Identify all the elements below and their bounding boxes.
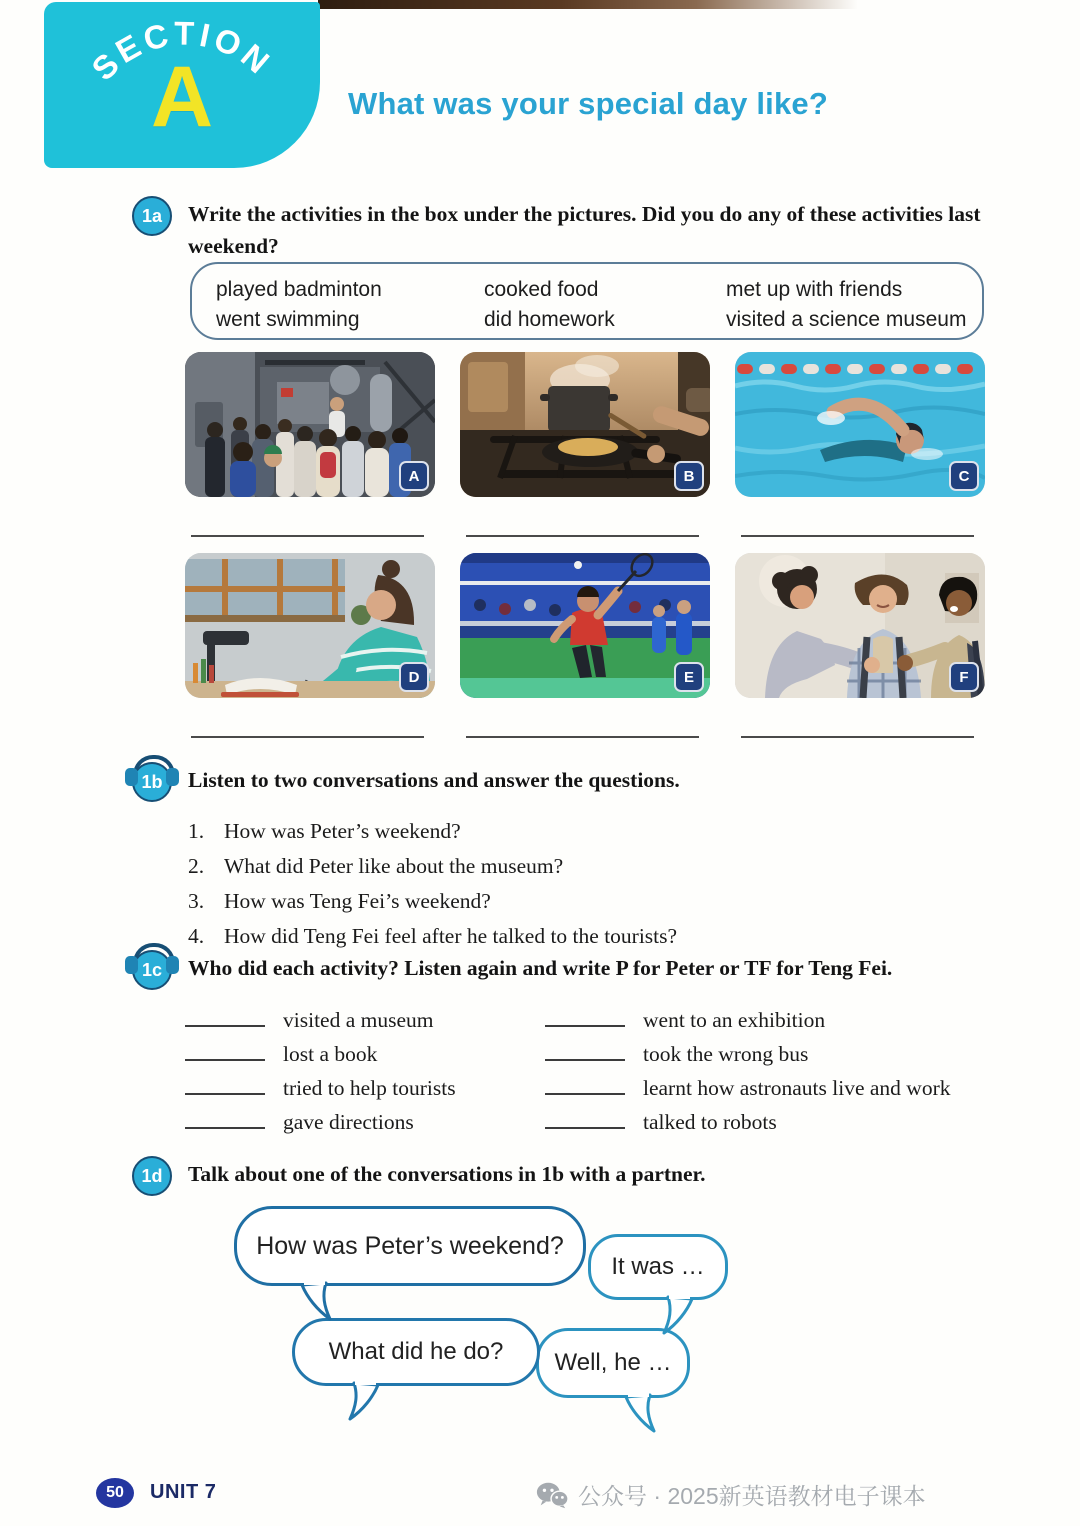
activity-1b <box>130 760 1030 954</box>
answer-line <box>741 736 974 738</box>
activity-1a-badge <box>130 194 176 236</box>
photo-cooking <box>460 352 710 497</box>
matching-row <box>545 1076 1070 1110</box>
activity-item: gave directions <box>283 1110 414 1134</box>
question-text: How was Teng Fei’s weekend? <box>224 889 491 913</box>
question-row <box>188 849 1030 884</box>
write-in-blank <box>545 1009 625 1027</box>
word-box-column-3 <box>726 275 972 338</box>
activity-item: lost a book <box>283 1042 378 1066</box>
activity-item: visited a museum <box>283 1008 434 1032</box>
section-badge <box>44 2 320 168</box>
write-in-blank <box>545 1111 625 1129</box>
photo-label: F <box>949 662 979 692</box>
speech-tail <box>296 1280 332 1327</box>
question-row <box>188 814 1030 849</box>
answer-line <box>466 736 699 738</box>
word-box-item: did homework <box>484 308 615 332</box>
activity-1d <box>130 1154 1010 1196</box>
picture-cell-b <box>460 352 710 553</box>
speech-bubble-2: It was … <box>588 1234 728 1300</box>
word-box-item: met up with friends <box>726 278 903 301</box>
answer-line <box>466 535 699 537</box>
activity-word-box <box>190 262 984 340</box>
speech-bubble-3: What did he do? <box>292 1318 540 1386</box>
write-in-blank <box>545 1043 625 1061</box>
wechat-icon <box>535 1480 569 1510</box>
write-in-blank <box>185 1043 265 1061</box>
photo-friends <box>735 553 985 698</box>
photo-swimming <box>735 352 985 497</box>
activity-item: went to an exhibition <box>643 1008 826 1032</box>
photo-label: C <box>949 461 979 491</box>
word-box-column-2 <box>484 275 726 338</box>
watermark-text: 公众号 · 2025新英语教材电子课本 <box>578 1483 926 1509</box>
question-text: What did Peter like about the museum? <box>224 854 564 878</box>
picture-cell-d <box>185 553 435 754</box>
picture-cell-a <box>185 352 435 553</box>
speech-bubble-4: Well, he … <box>536 1328 690 1398</box>
badge-number: 1b <box>132 762 172 802</box>
activity-1d-badge <box>130 1154 176 1196</box>
photo-homework <box>185 553 435 698</box>
unit-label: UNIT 7 <box>150 1481 217 1503</box>
scan-edge-artifact <box>318 0 858 9</box>
section-letter: A <box>150 49 214 145</box>
word-box-item: visited a science museum <box>726 308 967 332</box>
badge-number: 1d <box>132 1156 172 1196</box>
page-number-badge: 50 <box>96 1478 134 1508</box>
matching-list <box>185 1008 1070 1144</box>
answer-line <box>191 535 424 537</box>
question-number: 2. <box>188 854 205 878</box>
photo-badminton <box>460 553 710 698</box>
headphones-icon <box>125 956 138 974</box>
activity-1b-badge <box>130 760 176 802</box>
headphones-icon <box>166 956 179 974</box>
activity-1c <box>130 948 1070 1144</box>
dialogue-bubbles <box>230 1198 800 1460</box>
answer-line <box>191 736 424 738</box>
activity-item: talked to robots <box>643 1110 777 1134</box>
photo-label: B <box>674 461 704 491</box>
matching-row <box>545 1008 1070 1042</box>
question-text: How was Peter’s weekend? <box>224 819 461 843</box>
activity-item: tried to help tourists <box>283 1076 456 1100</box>
speech-bubble-1: How was Peter’s weekend? <box>234 1206 586 1286</box>
word-box-item: cooked food <box>484 278 599 301</box>
activity-1c-instruction: Who did each activity? Listen again and write P for Peter or TF for Teng Fei. <box>188 956 893 980</box>
watermark <box>535 1478 926 1511</box>
matching-row <box>545 1110 1070 1144</box>
matching-column-left <box>185 1008 545 1144</box>
picture-cell-e <box>460 553 710 754</box>
question-row <box>188 884 1030 919</box>
activity-1c-badge <box>130 948 176 990</box>
picture-cell-f <box>735 553 985 754</box>
headphones-icon <box>166 768 179 786</box>
word-box-item: played badminton <box>216 278 382 301</box>
matching-row <box>185 1076 545 1110</box>
write-in-blank <box>185 1009 265 1027</box>
matching-column-right <box>545 1008 1070 1144</box>
activity-1a <box>130 194 1010 263</box>
badge-number: 1a <box>132 196 172 236</box>
page-footer <box>0 1474 1080 1518</box>
activity-1b-instruction: Listen to two conversations and answer the questions. <box>188 768 680 792</box>
question-text: How did Teng Fei feel after he talked to the tourists? <box>224 924 678 948</box>
speech-tail <box>620 1392 656 1439</box>
speech-tail <box>662 1294 698 1341</box>
photo-label: A <box>399 461 429 491</box>
headphones-icon <box>125 768 138 786</box>
activity-item: took the wrong bus <box>643 1042 809 1066</box>
write-in-blank <box>185 1077 265 1095</box>
svg-text:SECTION: SECTION <box>84 14 280 88</box>
matching-row <box>185 1008 545 1042</box>
picture-cell-c <box>735 352 985 553</box>
question-number: 3. <box>188 889 205 913</box>
question-list <box>188 814 1030 954</box>
question-number: 4. <box>188 924 205 948</box>
matching-row <box>185 1110 545 1144</box>
photo-museum-tour <box>185 352 435 497</box>
question-number: 1. <box>188 819 205 843</box>
photo-label: D <box>399 662 429 692</box>
activity-1a-instruction: Write the activities in the box under the pictures. Did you do any of these activities last weekend? <box>188 202 981 259</box>
word-box-item: went swimming <box>216 308 360 332</box>
speech-tail <box>348 1380 384 1427</box>
matching-row <box>185 1042 545 1076</box>
picture-grid <box>185 352 985 754</box>
write-in-blank <box>545 1077 625 1095</box>
page-title: What was your special day like? <box>348 86 828 121</box>
write-in-blank <box>185 1111 265 1129</box>
answer-line <box>741 535 974 537</box>
badge-number: 1c <box>132 950 172 990</box>
matching-row <box>545 1042 1070 1076</box>
photo-label: E <box>674 662 704 692</box>
word-box-column-1 <box>216 275 484 338</box>
activity-item: learnt how astronauts live and work <box>643 1076 951 1100</box>
activity-1d-instruction: Talk about one of the conversations in 1b with a partner. <box>188 1162 706 1186</box>
